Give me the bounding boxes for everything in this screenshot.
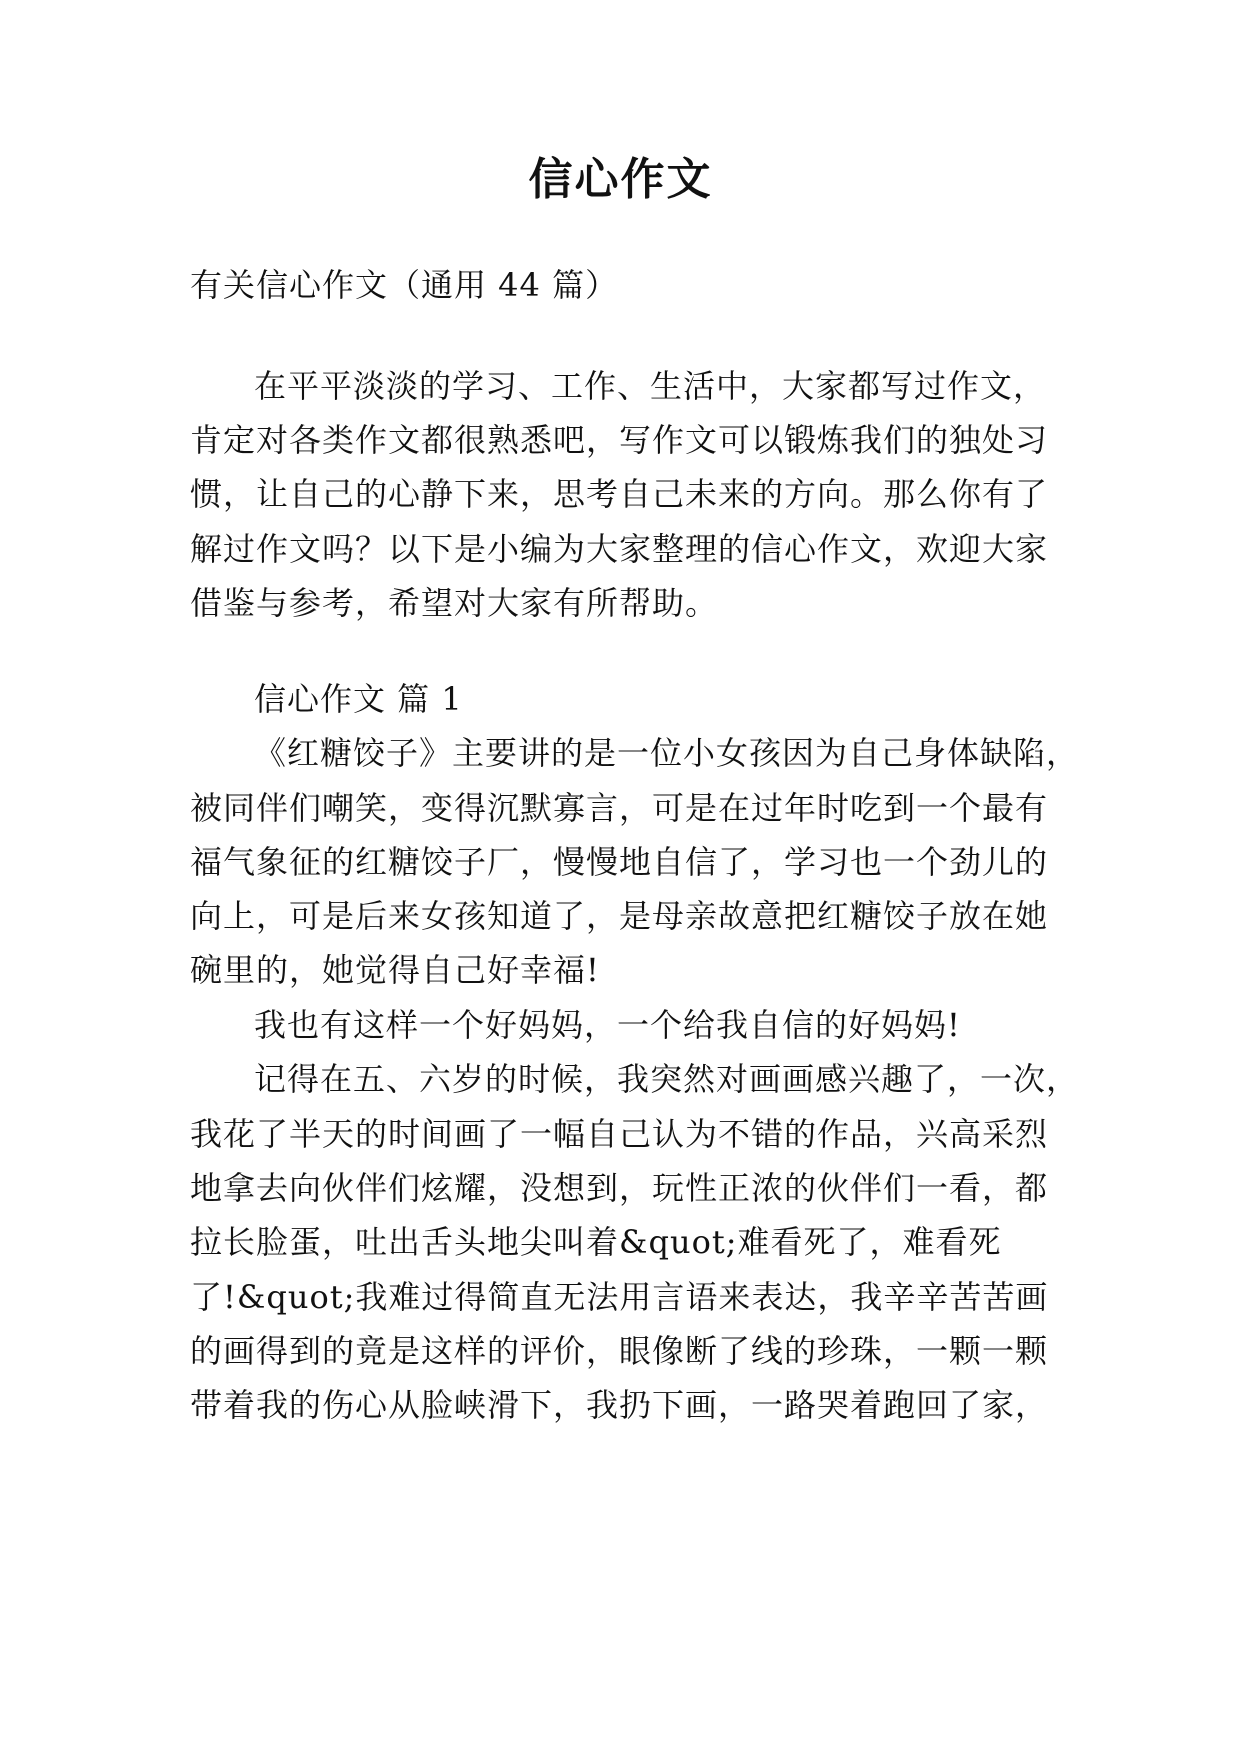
paragraph-line: 的画得到的竟是这样的评价，眼像断了线的珍珠，一颗一颗	[190, 1332, 1049, 1370]
paragraph-line: 我花了半天的时间画了一幅自己认为不错的作品，兴高采烈	[190, 1115, 1049, 1153]
intro-line: 解过作文吗？以下是小编为大家整理的信心作文，欢迎大家	[190, 530, 1049, 568]
section-heading: 信心作文 篇 1	[254, 680, 463, 718]
paragraph-line: 福气象征的红糖饺子厂，慢慢地自信了，学习也一个劲儿的	[190, 843, 1049, 881]
paragraph-line: 拉长脸蛋，吐出舌头地尖叫着&quot;难看死了，难看死	[190, 1223, 1002, 1261]
paragraph-line: 记得在五、六岁的时候，我突然对画画感兴趣了，一次，	[254, 1060, 1080, 1098]
paragraph-line: 向上，可是后来女孩知道了，是母亲故意把红糖饺子放在她	[190, 897, 1049, 935]
paragraph-line: 了!&quot;我难过得简直无法用言语来表达，我辛辛苦苦画	[190, 1278, 1049, 1316]
paragraph-line: 带着我的伤心从脸峡滑下，我扔下画，一路哭着跑回了家，	[190, 1386, 1049, 1424]
paragraph-line: 地拿去向伙伴们炫耀，没想到，玩性正浓的伙伴们一看，都	[190, 1169, 1049, 1207]
intro-line: 在平平淡淡的学习、工作、生活中，大家都写过作文，	[254, 367, 1047, 405]
document-title: 信心作文	[528, 154, 713, 205]
paragraph-2: 我也有这样一个好妈妈，一个给我自信的好妈妈!	[254, 1006, 961, 1044]
intro-line: 肯定对各类作文都很熟悉吧，写作文可以锻炼我们的独处习	[190, 421, 1049, 459]
document-subtitle: 有关信心作文（通用 44 篇）	[190, 266, 619, 304]
intro-line: 借鉴与参考，希望对大家有所帮助。	[190, 584, 719, 622]
intro-line: 惯，让自己的心静下来，思考自己未来的方向。那么你有了	[190, 475, 1049, 513]
paragraph-line: 碗里的，她觉得自己好幸福!	[190, 951, 600, 989]
paragraph-line: 《红糖饺子》主要讲的是一位小女孩因为自己身体缺陷，	[254, 734, 1080, 772]
paragraph-line: 被同伴们嘲笑，变得沉默寡言，可是在过年时吃到一个最有	[190, 789, 1049, 827]
